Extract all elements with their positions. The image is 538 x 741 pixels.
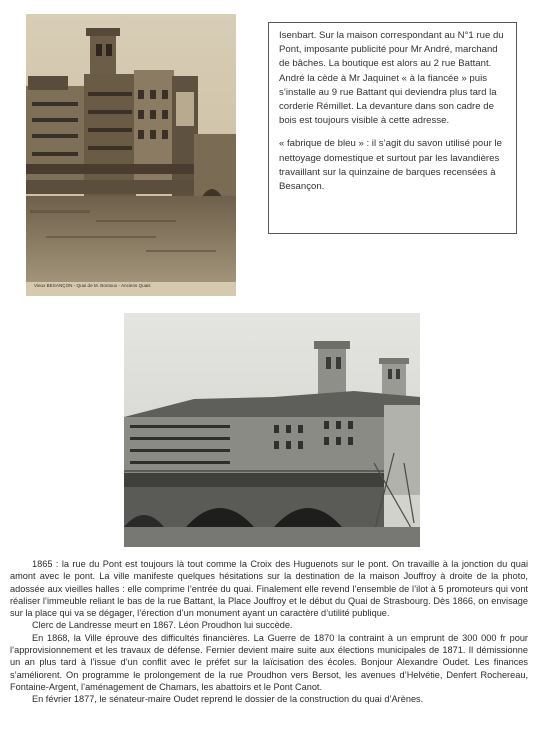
caption-paragraph: « fabrique de bleu » : il s’agit du savon utilisé pour le nettoyage domestique et surtout par les lavandières travaillant sur la quinzaine de barques recensées à Besançon. — [279, 138, 502, 193]
caption-paragraph: Isenbart. Sur la maison correspondant au N°1 rue du Pont, imposante publicité pour Mr André, marchand de bâches. La boutique est alors au 2 rue Battant. André la cède à Mr Jaquinet « à la fiancée » puis s’installe au 9 rue Battant qui deviendra plus tard la corderie Rémillet. La devanture dans son cadre de bois est toujours visible à cette adresse. — [279, 30, 504, 127]
body-paragraph: 1865 : la rue du Pont est toujours là tout comme la Croix des Huguenots sur le pont. On travaille à la jonction du quai amont avec le pont. La ville manifeste quelques hésitations sur la destination de la maison Jouffroy à droite de la photo, adossée aux vieilles halles : elle comprime l’entrée du quai. Finalement elle revend l’ensemble de l’ilot à 5 promoteurs qui vont réaliser l’immeuble reliant le bas de la rue Battant, la Place Jouffroy et le début du Quai de Strasbourg. Dès 1866, on envisage sur la place qui va se dégager, l’érection d’un monument ayant un caractère d’utilité publique. — [10, 559, 528, 619]
body-paragraph: En février 1877, le sénateur-maire Oudet reprend le dossier de la construction du quai d’Arènes. — [32, 694, 424, 705]
caption-box — [268, 22, 517, 234]
bridge-photo — [124, 313, 420, 547]
body-paragraph: En 1868, la Ville éprouve des difficultés financières. La Guerre de 1870 la contraint à un emprunt de 300 000 fr pour l’approvisionnement et les travaux de défense. Fernier devient maire suite aux élections municipales de 1871. Il démissionne un an plus tard à l’issue d’un conflit avec le préfet sur la laïcisation des écoles. Bonjour Alexandre Oudet. Les finances s’améliorent. On programme le prolongement de la rue Proudhon vers Bersot, les avenues d’Helvétie, Denfert Rochereau, Fontaine-Argent, l’aménagement de Chamars, les abattoirs et le Pont Canot. — [10, 632, 528, 692]
sepia-postcard-photo — [26, 14, 236, 296]
body-paragraph: Clerc de Landresse meurt en 1867. Léon Proudhon lui succède. — [32, 620, 293, 631]
postcard-caption: Vieux BESANÇON - Quai de M. Bontoux - Anciens Quais — [34, 283, 151, 288]
article-body — [10, 558, 528, 706]
